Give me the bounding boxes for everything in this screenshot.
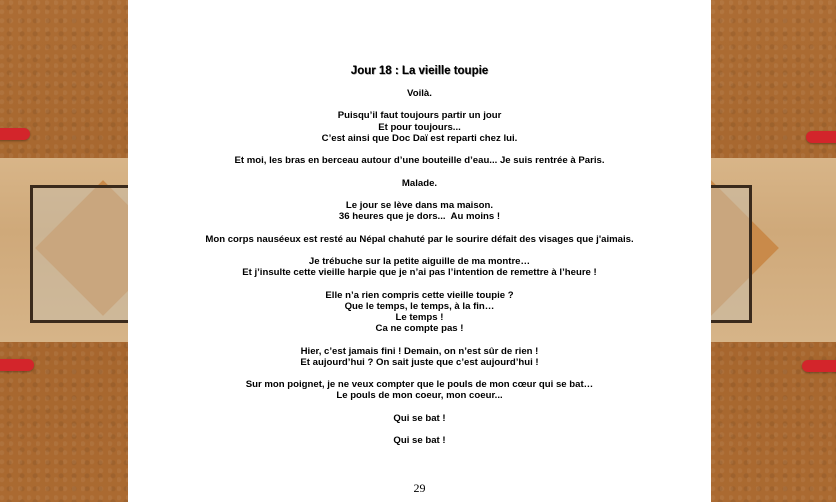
stanza [128, 110, 711, 144]
poem-line: Mon corps nauséeux est resté au Népal chahuté par le sourire défait des visages que j'aimais. [205, 233, 634, 245]
poem-line: Ca ne compte pas ! [375, 323, 464, 335]
stanza [128, 256, 711, 278]
poem-line: Hier, c’est jamais fini ! Demain, on n’est sûr de rien ! [300, 345, 539, 357]
poem-line: Le pouls de mon coeur, mon coeur... [336, 390, 503, 402]
stanza [128, 346, 711, 368]
poem-line: Elle n’a rien compris cette vieille toupie ? [325, 289, 514, 301]
poem-line: Qui se bat ! [393, 435, 446, 447]
poem-line: Et moi, les bras en berceau autour d’une bouteille d’eau... Je suis rentrée à Paris. [234, 155, 605, 167]
poem-line: Le temps ! [395, 311, 444, 323]
poem-line: C’est ainsi que Doc Daï est reparti chez lui. [321, 132, 518, 144]
poem-line: Et aujourd’hui ? On sait juste que c’est aujourd’hui ! [300, 356, 539, 368]
poem-line: 36 heures que je dors... Au moins ! [338, 211, 501, 223]
red-string-bottom [802, 360, 836, 372]
stanza [128, 290, 711, 335]
stanza [128, 435, 711, 446]
poem-line: Voilà. [407, 88, 432, 99]
stanza [128, 413, 711, 424]
poem-line: Je trébuche sur la petite aiguille de ma montre… [308, 255, 531, 267]
decorative-frame [711, 185, 752, 323]
poem-line: Puisqu’il faut toujours partir un jour [337, 110, 502, 122]
stanza [128, 88, 711, 99]
stanza [128, 155, 711, 166]
page-title: Jour 18 : La vieille toupie [350, 65, 489, 77]
page-number: 29 [413, 481, 426, 495]
decorative-frame [30, 185, 128, 323]
stanza [128, 200, 711, 222]
red-string-top [0, 128, 30, 140]
poem-body [128, 64, 711, 458]
poem-line: Qui se bat ! [393, 412, 446, 424]
poem-line: Que le temps, le temps, à la fin… [344, 300, 495, 312]
left-cover-background [0, 0, 128, 502]
right-cover-background [711, 0, 836, 502]
red-string-top [806, 131, 836, 143]
poem-line: Sur mon poignet, je ne veux compter que le pouls de mon cœur qui se bat… [245, 379, 594, 391]
poem-line: Le jour se lève dans ma maison. [345, 199, 494, 211]
stanza [128, 379, 711, 401]
stanza [128, 234, 711, 245]
red-string-bottom [0, 359, 34, 371]
poem-line: Et pour toujours... [378, 121, 461, 133]
document-page [128, 0, 711, 502]
poem-line: Malade. [401, 177, 438, 189]
poem-line: Et j’insulte cette vieille harpie que je n’ai pas l’intention de remettre à l’heure ! [242, 267, 597, 279]
stanza [128, 178, 711, 189]
